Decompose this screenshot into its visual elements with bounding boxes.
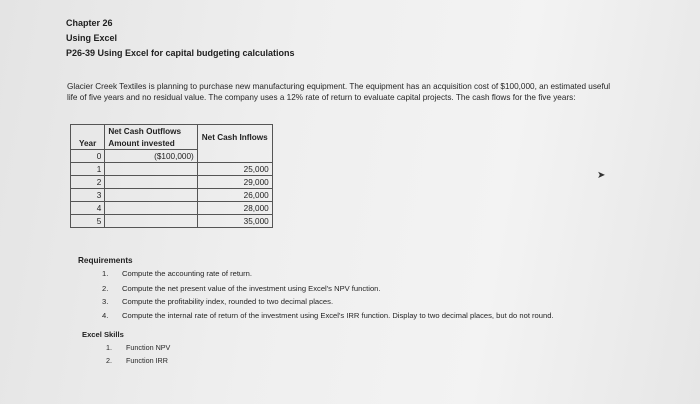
- outflows-header-line1: Net Cash Outflows: [105, 125, 197, 138]
- table-row: [71, 189, 273, 202]
- section-heading: Using Excel: [66, 33, 118, 43]
- skill-number: 1.: [106, 343, 112, 352]
- requirement-number: 1.: [102, 269, 109, 278]
- inflow-cell: 35,000: [197, 215, 272, 228]
- requirements-title: Requirements: [78, 256, 133, 265]
- outflow-cell: [105, 189, 197, 202]
- intro-paragraph: [67, 81, 667, 103]
- inflow-cell: [197, 150, 272, 163]
- table-header-blank: [71, 125, 105, 138]
- outflow-cell: [105, 215, 197, 228]
- excel-skills-title: Excel Skills: [82, 330, 124, 339]
- requirement-item: [102, 311, 554, 320]
- requirement-item: [102, 269, 252, 278]
- inflow-cell: 29,000: [197, 176, 272, 189]
- requirement-number: 3.: [102, 297, 109, 306]
- inflows-header: Net Cash Inflows: [197, 131, 272, 144]
- outflows-header-line2: Amount invested: [105, 137, 197, 150]
- skill-number: 2.: [106, 356, 112, 365]
- requirement-text: Compute the net present value of the investment using Excel's NPV function.: [122, 284, 381, 293]
- skill-text: Function NPV: [126, 343, 171, 352]
- skill-item: [106, 343, 170, 352]
- mouse-pointer-icon: ➤: [597, 170, 606, 181]
- table-row: [71, 202, 273, 215]
- problem-heading: P26-39 Using Excel for capital budgeting calculations: [66, 48, 295, 58]
- inflow-cell: 25,000: [197, 163, 272, 176]
- year-header: Year: [71, 137, 105, 150]
- outflow-cell: [105, 202, 197, 215]
- year-cell: 5: [71, 215, 105, 228]
- requirement-number: 4.: [102, 311, 109, 320]
- inflow-cell: 26,000: [197, 189, 272, 202]
- outflow-cell: ($100,000): [105, 150, 197, 163]
- requirement-item: [102, 284, 381, 293]
- skill-item: [106, 356, 168, 365]
- skill-text: Function IRR: [126, 356, 168, 365]
- year-cell: 2: [71, 176, 105, 189]
- outflow-cell: [105, 176, 197, 189]
- cash-flow-table: [70, 124, 273, 228]
- year-cell: 3: [71, 189, 105, 202]
- table-row: [71, 163, 273, 176]
- year-cell: 1: [71, 163, 105, 176]
- requirement-number: 2.: [102, 284, 109, 293]
- intro-line-1: Glacier Creek Textiles is planning to purchase new manufacturing equipment. The equipment has an acquisition cost of $100,000, an estimated useful: [67, 82, 611, 91]
- requirement-item: [102, 297, 333, 306]
- year-cell: 4: [71, 202, 105, 215]
- inflow-cell: 28,000: [197, 202, 272, 215]
- requirement-text: Compute the profitability index, rounded to two decimal places.: [122, 297, 334, 306]
- intro-line-2: life of five years and no residual value. The company uses a 12% rate of return to evaluate capital projects. The cash flows for the five years:: [67, 93, 576, 102]
- table-row: [71, 215, 273, 228]
- table-row: [71, 150, 273, 163]
- requirement-text: Compute the internal rate of return of the investment using Excel's IRR function. Display to two decimal places, but do not round.: [122, 311, 554, 320]
- year-cell: 0: [71, 150, 105, 163]
- outflow-cell: [105, 163, 197, 176]
- table-row: [71, 176, 273, 189]
- requirement-text: Compute the accounting rate of return.: [122, 269, 253, 278]
- chapter-heading: Chapter 26: [66, 18, 113, 28]
